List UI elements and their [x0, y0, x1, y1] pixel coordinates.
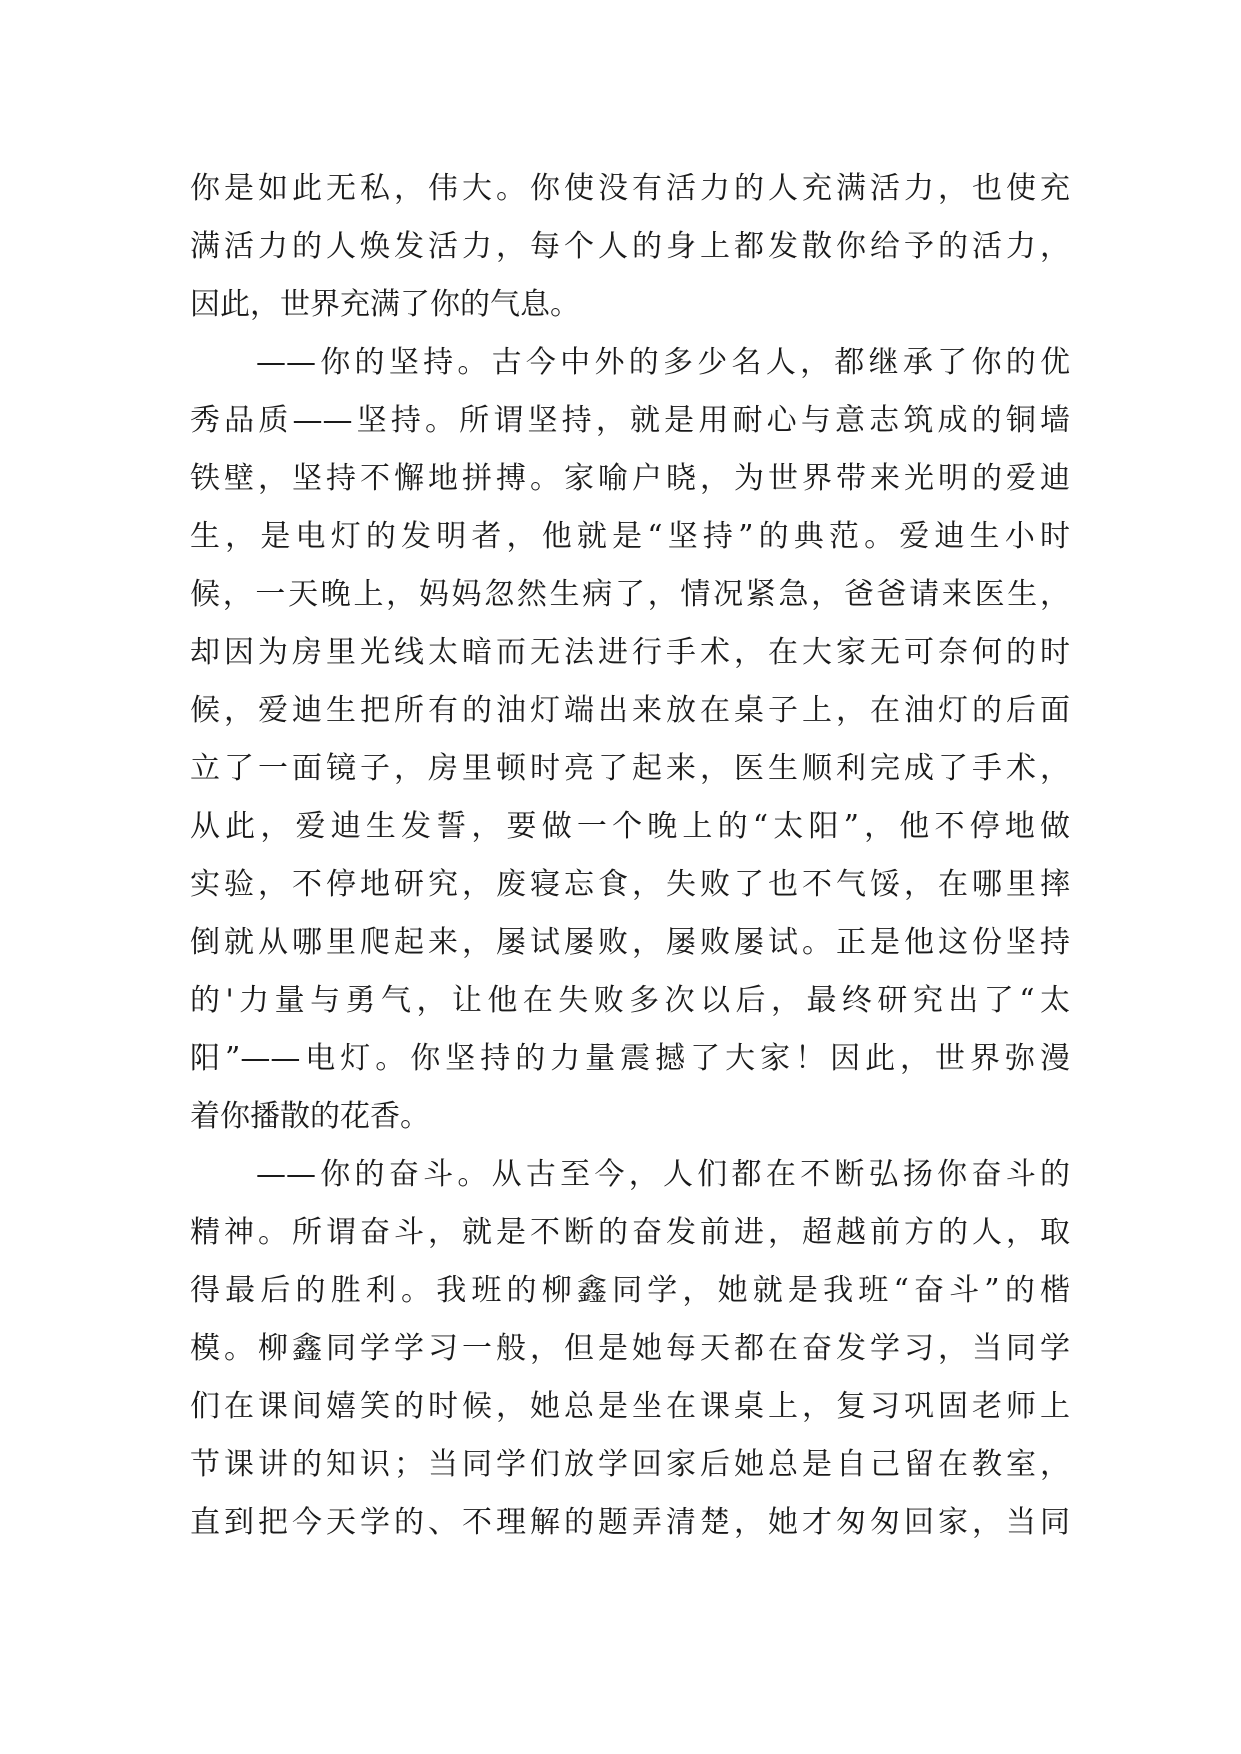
text-line: ——你的奋斗。从古至今，人们都在不断弘扬你奋斗的 [256, 1157, 1070, 1192]
text-line: 候，一天晚上，妈妈忽然生病了，情况紧急，爸爸请来医生， [190, 577, 1070, 612]
text-line: 节课讲的知识；当同学们放学回家后她总是自己留在教室， [190, 1447, 1070, 1482]
text-line: 立了一面镜子，房里顿时亮了起来，医生顺利完成了手术， [190, 751, 1070, 786]
text-line: 你是如此无私，伟大。你使没有活力的人充满活力，也使充 [190, 171, 1070, 206]
text-line: 满活力的人焕发活力，每个人的身上都发散你给予的活力， [190, 229, 1070, 264]
text-line: 因此，世界充满了你的气息。 [190, 287, 580, 322]
text-line: 模。柳鑫同学学习一般，但是她每天都在奋发学习，当同学 [190, 1331, 1070, 1366]
text-line: 铁壁，坚持不懈地拼搏。家喻户晓，为世界带来光明的爱迪 [190, 461, 1070, 496]
text-line: 着你播散的花香。 [190, 1099, 430, 1134]
text-line: 却因为房里光线太暗而无法进行手术，在大家无可奈何的时 [190, 635, 1070, 670]
text-line: 从此，爱迪生发誓，要做一个晚上的“太阳”，他不停地做 [190, 809, 1070, 844]
text-line: 的'力量与勇气，让他在失败多次以后，最终研究出了“太 [190, 983, 1070, 1018]
text-line: 秀品质——坚持。所谓坚持，就是用耐心与意志筑成的铜墙 [190, 403, 1070, 438]
text-line: 得最后的胜利。我班的柳鑫同学，她就是我班“奋斗”的楷 [190, 1273, 1070, 1308]
text-line: 生，是电灯的发明者，他就是“坚持”的典范。爱迪生小时 [190, 519, 1070, 554]
text-line: 精神。所谓奋斗，就是不断的奋发前进，超越前方的人，取 [190, 1215, 1070, 1250]
body-text [190, 160, 1070, 1552]
text-line: 候，爱迪生把所有的油灯端出来放在桌子上，在油灯的后面 [190, 693, 1070, 728]
text-line: 实验，不停地研究，废寝忘食，失败了也不气馁，在哪里摔 [190, 867, 1070, 902]
text-line: 倒就从哪里爬起来，屡试屡败，屡败屡试。正是他这份坚持 [190, 925, 1070, 960]
text-line: 直到把今天学的、不理解的题弄清楚，她才匆匆回家，当同 [190, 1505, 1070, 1540]
text-line: 们在课间嬉笑的时候，她总是坐在课桌上，复习巩固老师上 [190, 1389, 1070, 1424]
text-line: ——你的坚持。古今中外的多少名人，都继承了你的优 [256, 345, 1070, 380]
text-line: 阳”——电灯。你坚持的力量震撼了大家！因此，世界弥漫 [190, 1041, 1070, 1076]
